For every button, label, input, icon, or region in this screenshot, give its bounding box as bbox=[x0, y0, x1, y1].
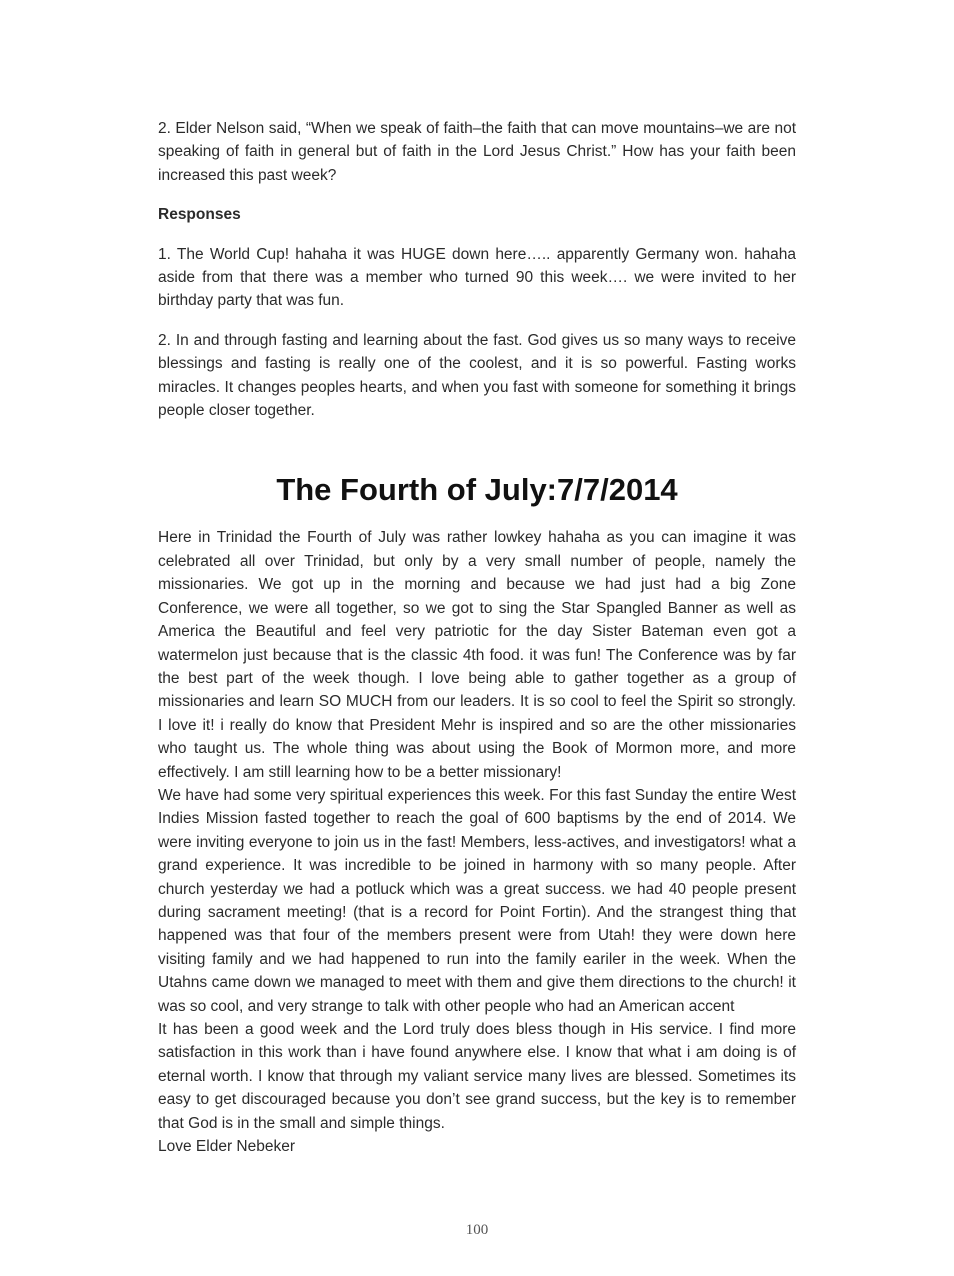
body-paragraph: Here in Trinidad the Fourth of July was rather lowkey hahaha as you can imagine it was celebrated all over Trinidad, but only by a very small number of people, namely the missionaries. We got up in the morning and because we had just had a big Zone Conference, we were all together, so we got to sing the Star Spangled Banner as well as America the Beautiful and feel very patriotic for the day Sister Bateman even got a watermelon just because that is the classic 4th food. it was fun! The Conference was by far the best part of the week though. I love being able to gather together as a group of missionaries and learn SO MUCH from our leaders. It is so cool to feel the Spirit so strongly. I love it! i really do know that President Mehr is inspired and so are the other missionaries who taught us. The whole thing was about using the Book of Mormon more, and more effectively. I am still learning how to be a better missionary! bbox=[158, 529, 796, 781]
page-number: 100 bbox=[465, 1222, 489, 1238]
response-paragraph: 1. The World Cup! hahaha it was HUGE down here….. apparently Germany won. hahaha aside from that there was a member who turned 90 this week…. we were invited to her birthday party that was fun. bbox=[158, 245, 796, 310]
body-paragraph: We have had some very spiritual experiences this week. For this fast Sunday the entire West Indies Mission fasted together to reach the goal of 600 baptisms by the end of 2014. We were inviting everyone to join us in the fast! Members, less-actives, and investigators! what a grand experience. It was incredible to be joined in harmony with so many people. After church yesterday we had a potluck which was a great success. we had 40 people present during sacrament meeting! (that is a record for Point Fortin). And the strangest thing that happened was that four of the members present were from Utah! they were down here visiting family and we had happened to run into the family eariler in the week. When the Utahns came down we managed to meet with them and give them directions to the church! it was so cool, and very strange to talk with other people who had an American accent bbox=[158, 786, 796, 1015]
page-content bbox=[158, 117, 796, 1158]
response-paragraph: 2. In and through fasting and learning about the fast. God gives us so many ways to receive blessings and fasting is really one of the coolest, and it is so powerful. Fasting works miracles. It changes peoples hearts, and when you fast with someone for something it brings people closer together. bbox=[158, 331, 796, 420]
chapter-title: The Fourth of July:7/7/2014 bbox=[276, 472, 678, 508]
question-paragraph: 2. Elder Nelson said, “When we speak of faith–the faith that can move mountains–we are not speaking of faith in general but of faith in the Lord Jesus Christ.” How has your faith been increased this past week? bbox=[158, 120, 796, 184]
responses-heading: Responses bbox=[158, 206, 241, 224]
signature: Love Elder Nebeker bbox=[158, 1138, 295, 1156]
body-paragraph: It has been a good week and the Lord truly does bless though in His service. I find more satisfaction in this work than i have found anywhere else. I know that what i am doing is of eternal worth. I know that through my valiant service many lives are blessed. Sometimes its easy to get discouraged because you don’t see grand success, but the key is to remember that God is in the small and simple things. bbox=[158, 1021, 796, 1132]
